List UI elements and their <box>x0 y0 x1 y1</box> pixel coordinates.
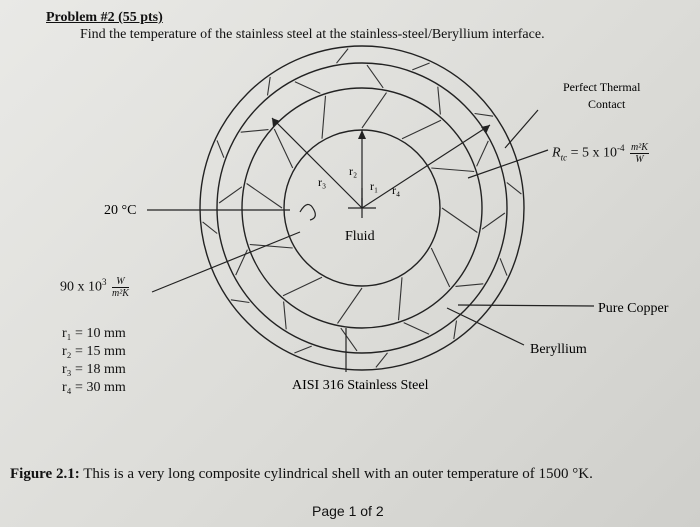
hatch-line <box>274 129 292 168</box>
radius-r4: r₄ = 30 mm <box>62 380 126 395</box>
rtc-subscript: tc <box>560 152 568 163</box>
rtc-symbol: R <box>552 145 561 161</box>
contact-leader <box>468 150 548 178</box>
caption-text: This is a very long composite cylindrical shell with an outer temperature of 1500 °K. <box>79 466 593 482</box>
hatch-line <box>322 96 326 139</box>
r4-line <box>362 125 490 208</box>
h-coefficient-leader <box>152 232 300 292</box>
h-unit <box>112 276 129 299</box>
hatch-line <box>284 302 287 330</box>
hatch-line <box>477 141 489 166</box>
fluid-label: Fluid <box>345 229 375 244</box>
hatch-line <box>241 130 269 133</box>
radius-r1: r₁ = 10 mm <box>62 326 126 341</box>
radii-list <box>62 325 126 397</box>
radius-r3: r₃ = 18 mm <box>62 362 126 377</box>
r2-arrowhead <box>358 130 366 139</box>
hatch-line <box>338 288 363 323</box>
hatch-line <box>404 323 429 335</box>
r3-label: r₃ <box>318 175 327 189</box>
hatch-line <box>268 77 271 96</box>
hatch-line <box>219 187 242 203</box>
h-unit-numerator: W <box>112 276 129 288</box>
hatch-line <box>376 353 388 368</box>
copper-label: Pure Copper <box>598 301 669 316</box>
hatch-line <box>412 63 429 70</box>
caption-label: Figure 2.1: <box>10 466 80 482</box>
h-value: 90 x 10 <box>60 279 102 295</box>
contact-resistance <box>552 142 649 165</box>
convection-coefficient <box>60 276 129 299</box>
hatch-line <box>295 82 320 94</box>
contact-label-line1: Perfect Thermal <box>563 80 641 94</box>
hatch-line <box>294 346 311 353</box>
hatch-line <box>250 245 293 249</box>
problem-statement: Find the temperature of the stainless steel at the stainless-steel/Beryllium interface. <box>80 27 545 42</box>
h-unit-denominator: m²K <box>112 288 129 299</box>
hatch-line <box>500 258 507 275</box>
fluid-curl <box>300 204 315 220</box>
hatch-line <box>399 277 403 320</box>
hatch-line <box>507 183 522 195</box>
hatch-line <box>203 222 218 234</box>
page-number: Page 1 of 2 <box>312 503 384 519</box>
hatch-line <box>456 284 484 287</box>
hatch-line <box>431 248 449 287</box>
hatch-line <box>431 168 474 172</box>
r1-label: r₁ <box>370 179 379 193</box>
hatch-line <box>438 87 441 115</box>
hatch-line <box>482 213 505 229</box>
hatch-line <box>402 120 441 138</box>
fluid-temp-label: 20 °C <box>104 203 137 218</box>
hatch-line <box>367 65 383 88</box>
problem-title: Problem #2 (55 pts) <box>46 10 163 25</box>
rtc-exponent: -4 <box>616 143 625 154</box>
h-exponent: 3 <box>102 277 107 288</box>
copper-leader <box>458 305 594 306</box>
hatch-line <box>283 277 322 295</box>
beryllium-label: Beryllium <box>530 342 587 357</box>
figure-caption <box>10 466 593 483</box>
rtc-unit-denominator: W <box>635 154 644 165</box>
steel-label: AISI 316 Stainless Steel <box>292 378 429 393</box>
rtc-unit-numerator: m²K <box>630 142 648 153</box>
hatch-line <box>475 114 494 117</box>
contact-leader-2 <box>505 110 538 148</box>
hatch-line <box>442 208 477 233</box>
hatch-line <box>217 140 224 157</box>
radius-r2: r₂ = 15 mm <box>62 344 126 359</box>
hatch-line <box>341 328 357 351</box>
rtc-value: = 5 x 10 <box>570 145 617 161</box>
hatch-line <box>337 49 349 64</box>
r4-label: r₄ <box>392 183 401 197</box>
r2-label: r₂ <box>349 164 358 178</box>
hatch-line <box>362 93 387 128</box>
hatch-line <box>247 184 282 209</box>
hatch-line <box>231 300 250 303</box>
rtc-unit <box>630 142 649 165</box>
contact-label-line2: Contact <box>588 97 626 111</box>
hatch-line <box>454 321 457 340</box>
